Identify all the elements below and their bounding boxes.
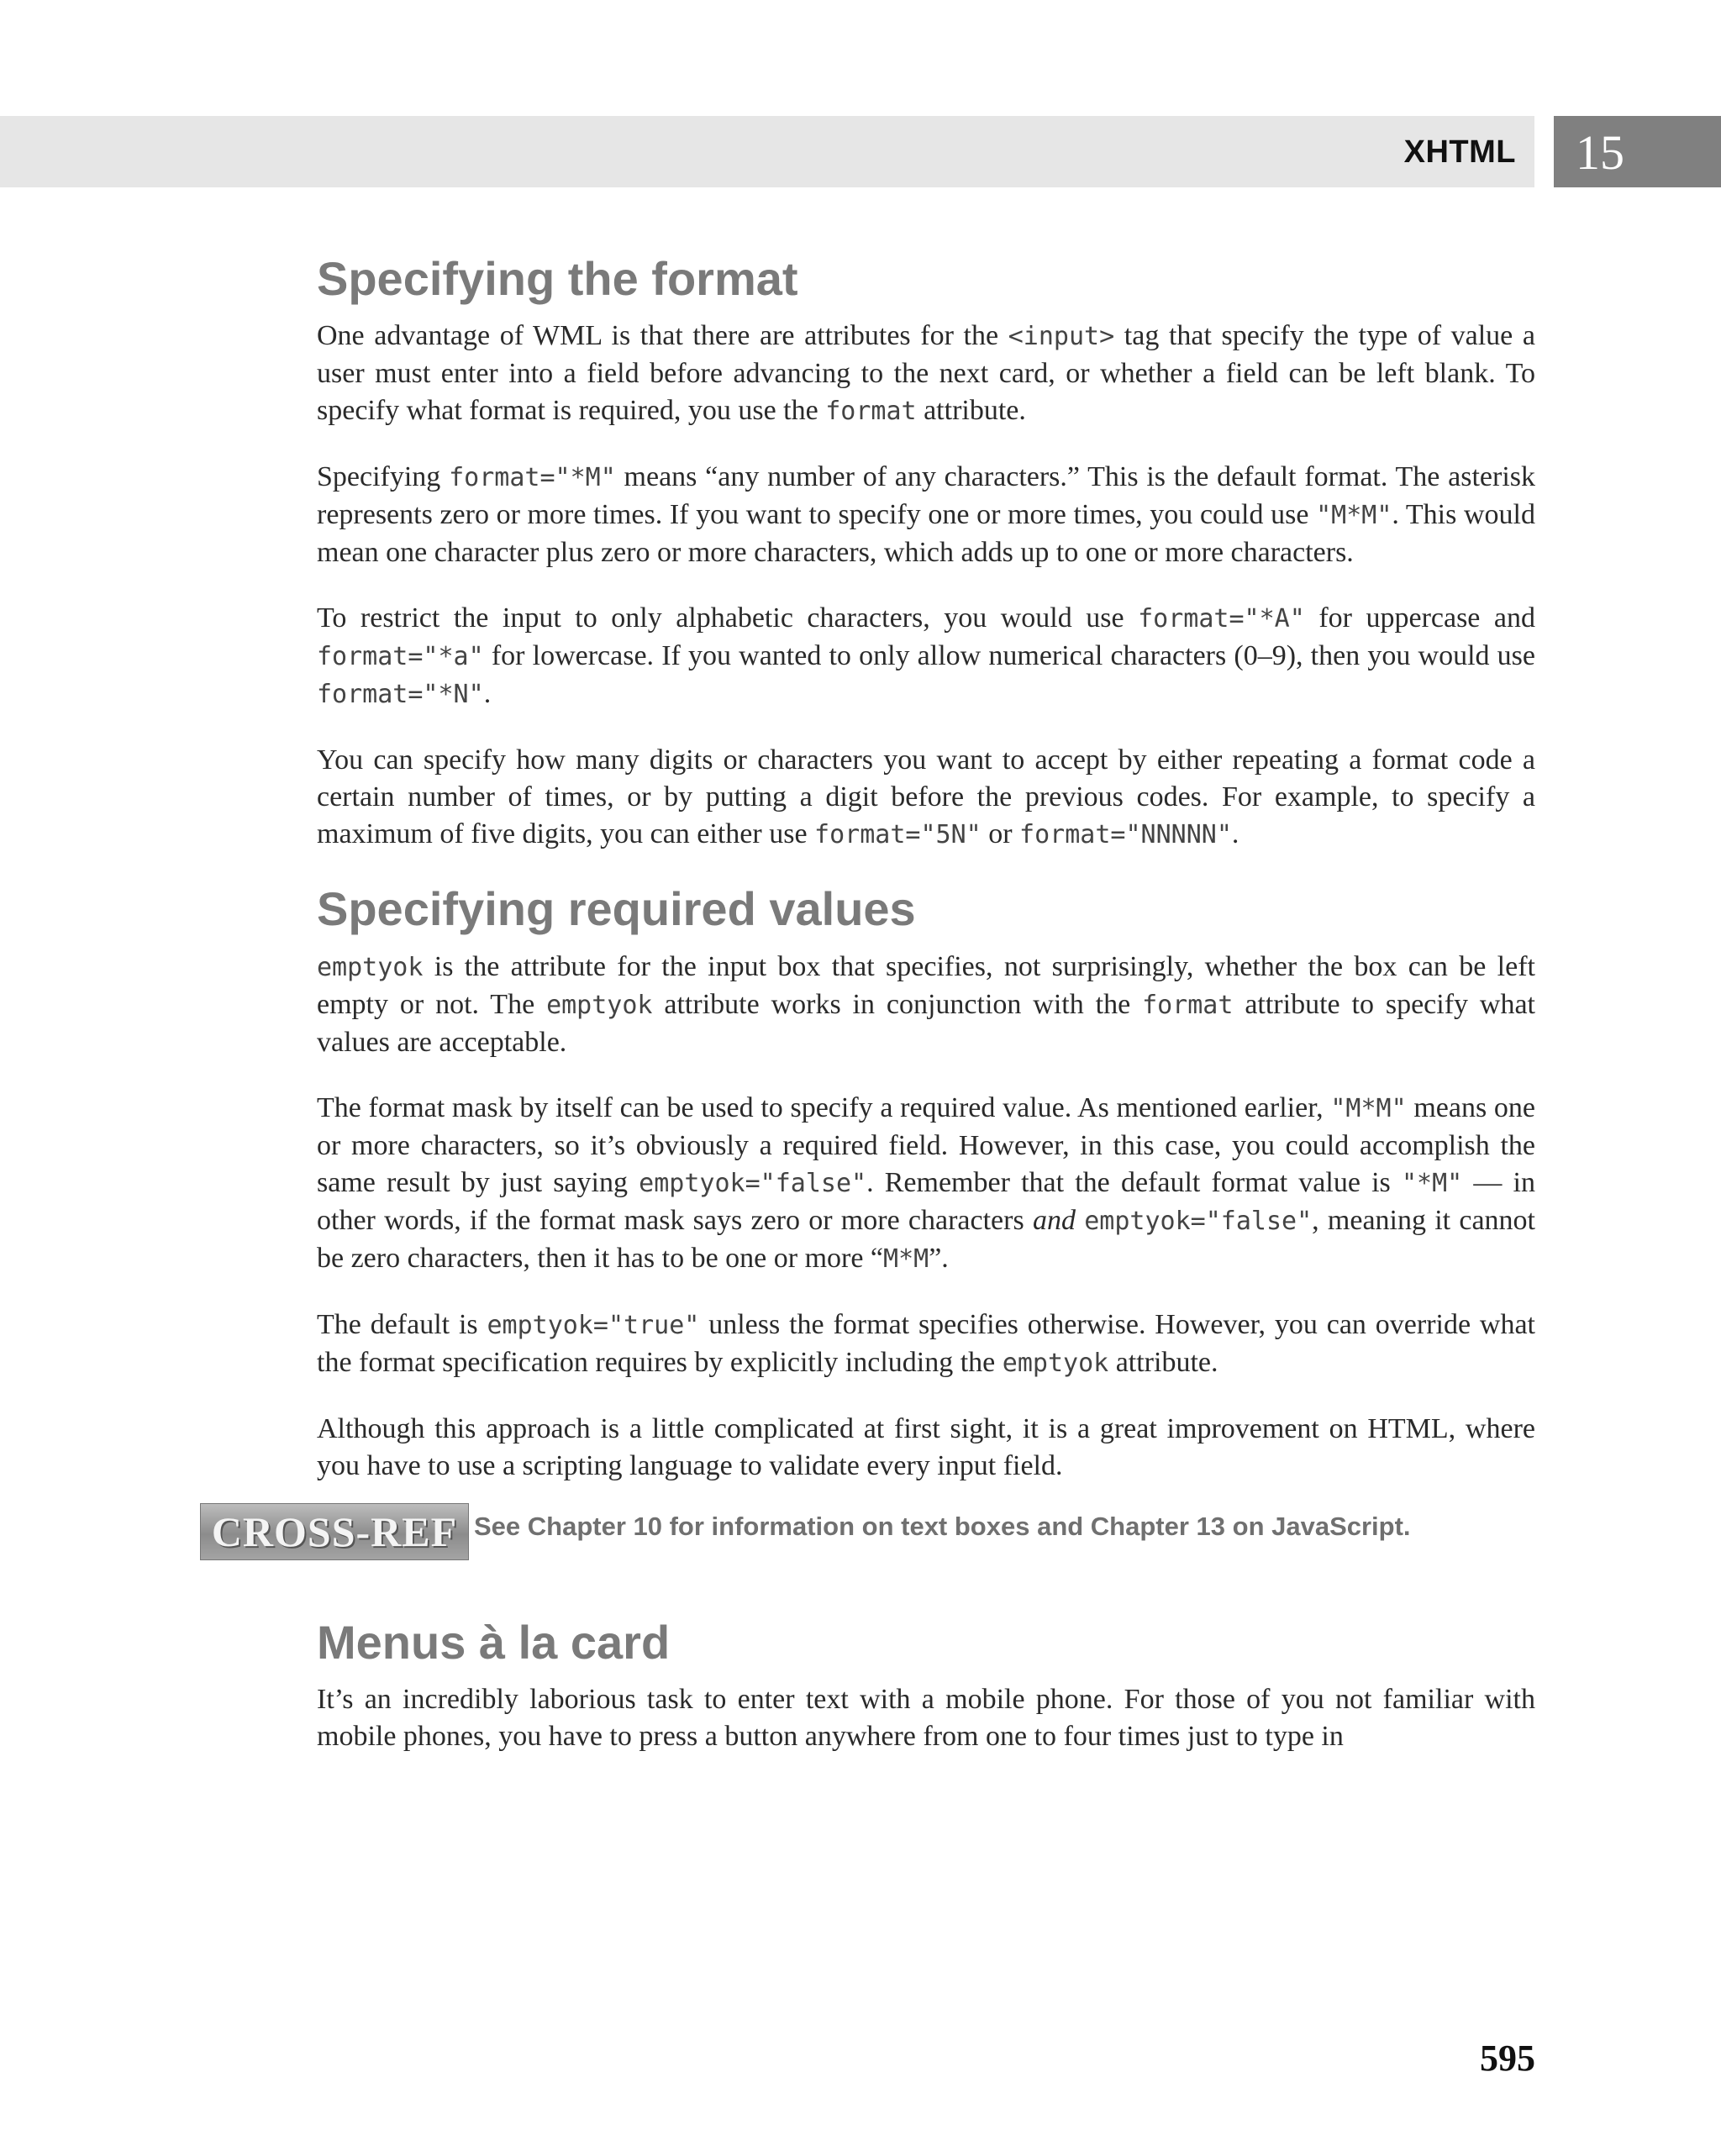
cross-ref-text: See Chapter 10 for information on text boxes and Chapter 13 on JavaScript. [474,1511,1411,1541]
inline-code: "M*M" [1330,1093,1407,1123]
inline-code: emptyok="true" [487,1310,700,1340]
paragraph: One advantage of WML is that there are attributes for the <input> tag that specify the type of value a user must enter into a field before advancing to the next card, or whether a field can be left blank. To specify what format is required, you use the format attribute. [317,320,1535,427]
paragraph: The format mask by itself can be used to specify a required value. As mentioned earlier, "M*M" means one or more characters, so it’s obviously a required field. However, in this case, you could accomplish the same result by just saying emptyok="false". Remember that the default format value is "*M" — in other words, if the format mask says zero or more characters and emptyok="false", meaning it cannot be zero characters, then it has to be one or more “M*M”. [317,1091,1536,1274]
inline-code: "*M" [1401,1168,1463,1198]
emphasis: and [1032,1204,1076,1236]
paragraph: You can specify how many digits or characters you want to accept by either repeating a format code a certain number of times, or by putting a digit before the previous codes. For example, to specify a maximum of five digits, you can either use format="5N" or format="NNNNN". [317,744,1535,850]
paragraph: To restrict the input to only alphabetic characters, you would use format="*A" for uppercase and format="*a" for lowercase. If you wanted to only allow numerical characters (0–9), then you would use format="*N". [317,602,1535,710]
section-heading-format: Specifying the format [317,252,798,305]
inline-code: format [1142,990,1234,1020]
inline-code: emptyok [317,952,424,982]
section-heading-menus: Menus à la card [317,1615,671,1669]
paragraph: Although this approach is a little complicated at first sight, it is a great improvement on HTML, where you have to use a scripting language to validate every input field. [317,1412,1535,1481]
inline-code: format="*A" [1138,604,1305,634]
page-content [211,252,1536,1784]
inline-code: format="*N" [317,680,484,710]
inline-code: emptyok [546,990,653,1020]
inline-code: emptyok="false" [1084,1206,1313,1236]
cross-ref-badge-label: CROSS-REF [211,1507,458,1555]
paragraph: It’s an incredibly laborious task to enter text with a mobile phone. For those of you not familiar with mobile phones, you have to press a button anywhere from one to four times just to type in [317,1684,1535,1753]
inline-code: format="*a" [317,642,484,672]
inline-code: format="5N" [814,820,982,850]
chapter-number: 15 [1576,125,1624,180]
paragraph: The default is emptyok="true" unless the format specifies otherwise. However, you can override what the format specification requires by explicitly including the emptyok attribute. [317,1308,1536,1378]
inline-code: emptyok="false" [639,1168,867,1198]
paragraph: Specifying format="*M" means “any number of any characters.” This is the default format. The asterisk represents zero or more times. If you want to specify one or more times, you could use "M*M". This would mean one character plus zero or more characters, which adds up to one or more characters. [317,461,1536,569]
chapter-tab [1554,116,1721,187]
running-header-bar [0,116,1534,187]
inline-code: format="*M" [449,463,616,493]
inline-code: format [825,397,917,427]
inline-code: format="NNNNN" [1019,820,1232,850]
paragraph: emptyok is the attribute for the input box that specifies, not surprisingly, whether the box can be left empty or not. The emptyok attribute works in conjunction with the format attribute to specify what values are acceptable. [317,950,1535,1058]
cross-ref-badge-icon [200,1503,469,1560]
section-heading-required-values: Specifying required values [317,882,916,936]
inline-code: <input> [1008,322,1115,352]
cross-reference-note [200,1503,1535,1564]
inline-code: M*M [883,1244,929,1274]
inline-code: emptyok [1002,1348,1109,1378]
running-header-title: XHTML [1403,134,1516,170]
inline-code: "M*M" [1316,501,1392,531]
page-number: 595 [1480,2038,1535,2079]
